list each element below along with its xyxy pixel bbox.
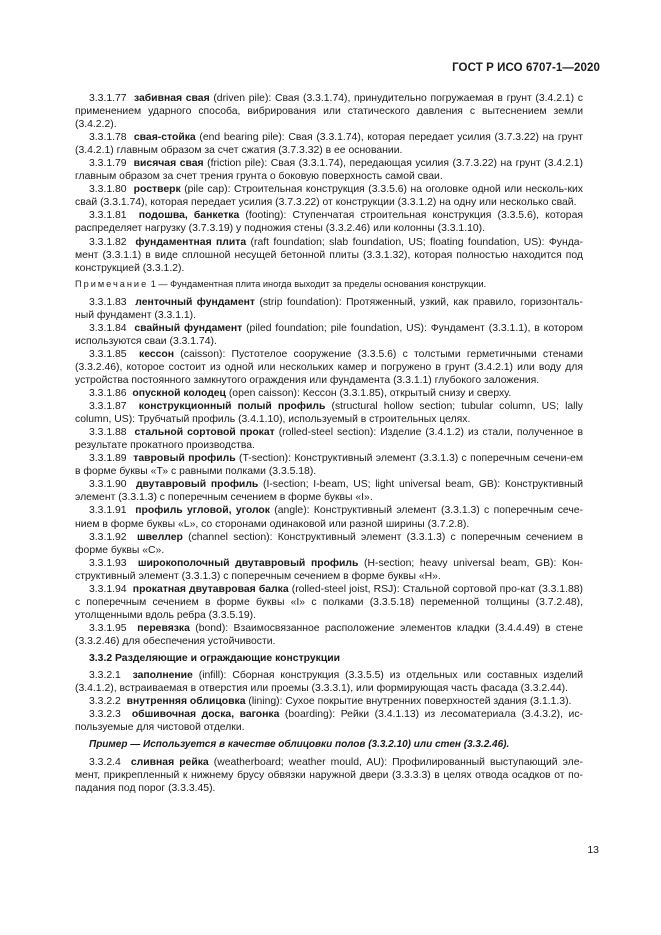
entry-number: 3.3.1.84 bbox=[89, 322, 127, 334]
entry-definition: (pile cap): Строительная конструкция (3.3.5.6) на оголовке одной или несколь-ких свай (3.3.1.74), которая передает усилия (3.7.3.22) от конструкции (3.3.1.2) на одну или несколько свай. bbox=[75, 184, 583, 209]
definition-entry bbox=[75, 622, 583, 648]
entry-number: 3.3.1.91 bbox=[89, 505, 127, 517]
entry-definition: (weatherboard; weather mould, AU): Профилированный выступающий эле-мент, прикрепленный к нижнему брусу обвязки наружной двери (3.3.3.3) в целях отвода осадков от по-падания под порог (3.3.3.45). bbox=[75, 757, 583, 795]
definition-entry bbox=[75, 669, 583, 695]
entry-number: 3.3.1.90 bbox=[89, 479, 127, 491]
entry-term: висячая свая bbox=[133, 158, 204, 170]
entry-number: 3.3.1.80 bbox=[89, 184, 127, 196]
entry-term: ленточный фундамент bbox=[135, 296, 256, 308]
definition-entry bbox=[75, 531, 583, 557]
note-1 bbox=[75, 278, 583, 291]
definition-entry bbox=[75, 426, 583, 452]
entry-definition: (H-section; heavy universal beam, GB): Кон-структивный элемент (3.3.1.3) с поперечным сечением в форме буквы «Н». bbox=[75, 557, 584, 582]
entry-definition: (boarding): Рейки (3.4.1.13) из лесоматериала (3.4.3.2), ис-пользуемые для чистовой отделки. bbox=[75, 709, 583, 734]
entry-term: профиль угловой, уголок bbox=[135, 505, 270, 517]
definition-entry bbox=[75, 296, 583, 322]
entry-number: 3.3.1.85 bbox=[89, 348, 127, 360]
entry-definition: (angle): Конструктивный элемент (3.3.1.3) с поперечным сече-нием в форме буквы «L», со сторонами одинаковой или разной ширины (3.7.2.8). bbox=[75, 505, 584, 530]
definition-entry bbox=[75, 92, 583, 131]
entry-term: тавровый профиль bbox=[133, 453, 236, 465]
entry-term: сливная рейка bbox=[130, 757, 209, 769]
entry-term: конструкционный полый профиль bbox=[138, 401, 326, 413]
entries-group-c bbox=[75, 669, 583, 734]
entry-term: кессон bbox=[139, 348, 175, 360]
entry-definition: (strip foundation): Протяженный, узкий, как правило, горизонталь-ный фундамент (3.3.1.1). bbox=[75, 296, 583, 321]
entry-number: 3.3.1.93 bbox=[89, 557, 127, 569]
entry-definition: (raft foundation; slab foundation, US; floating foundation, US): Фунда-мент (3.3.1.1) в виде сплошной несущей бетонной плиты (3.3.1.32), которая полностью находится под конструкцией (3.3.1.2). bbox=[75, 236, 584, 274]
entry-term: подошва, банкетка bbox=[138, 210, 240, 222]
entry-term: ростверк bbox=[133, 184, 181, 196]
page-number: 13 bbox=[587, 844, 599, 856]
entry-number: 3.3.2.2 bbox=[89, 696, 121, 708]
entry-definition: (I-section; I-beam, US; light universal beam, GB): Конструктивный элемент (3.3.1.3) с поперечным сечением в форме буквы «I». bbox=[75, 479, 583, 504]
entry-definition: (bond): Взаимосвязанное расположение элементов кладки (3.4.4.49) в стене (3.3.2.46) для обеспечения устойчивости. bbox=[75, 622, 583, 647]
entry-definition: (infill): Сборная конструкция (3.3.5.5) из отдельных или составных изделий (3.4.1.2), встраиваемая в отверстия или проемы (3.3.3.1), или формирующая часть фасада (3.3.2.44). bbox=[75, 670, 583, 695]
entry-number: 3.3.1.77 bbox=[89, 93, 127, 104]
entry-number: 3.3.2.1 bbox=[89, 670, 121, 682]
entry-number: 3.3.2.3 bbox=[89, 709, 121, 721]
definition-entry bbox=[75, 400, 583, 426]
entry-number: 3.3.1.88 bbox=[89, 427, 127, 439]
entry-definition: (T-section): Конструктивный элемент (3.3.1.3) с поперечным сечени-ем в форме буквы «Т» с равными полками (3.3.5.18). bbox=[75, 453, 583, 478]
definition-entry bbox=[75, 131, 583, 157]
entry-number: 3.3.1.81 bbox=[89, 210, 127, 222]
entry-definition: (driven pile): Свая (3.3.1.74), принудительно погружаемая в грунт (3.4.2.1) с применением ударного способа, вибрирования или статического давления с вытеснением земли (3.4.2.2). bbox=[75, 93, 583, 131]
entry-definition: (rolled-steel section): Изделие (3.4.1.2) из стали, полученное в результате прокатного производства. bbox=[75, 427, 584, 452]
definition-entry bbox=[75, 708, 583, 734]
entry-definition: (end bearing pile): Свая (3.3.1.74), которая передает усилия (3.7.3.22) на грунт (3.4.2.1) главным образом за счет сжатия (3.7.3.32) в ее основании. bbox=[75, 132, 583, 157]
entry-number: 3.3.1.86 bbox=[89, 388, 127, 400]
entry-definition: (caisson): Пустотелое сооружение (3.3.5.6) с толстыми герметичными стенами (3.3.2.46), которое состоит из одной или нескольких камер и погружено в грунт (3.4.2.1) или воду для устройства постоянного замкнутого ограждения или фундамента (3.3.1.1) глубокого заложения. bbox=[75, 348, 583, 386]
document-body bbox=[75, 92, 583, 795]
entries-group-d bbox=[75, 756, 583, 795]
definition-entry bbox=[75, 695, 583, 708]
entry-term: свая-стойка bbox=[133, 132, 196, 144]
entry-term: швеллер bbox=[137, 531, 183, 543]
definition-entry bbox=[75, 183, 583, 209]
entry-number: 3.3.1.83 bbox=[89, 296, 127, 308]
entry-definition: (open caisson): Кессон (3.3.1.85), открытый снизу и сверху. bbox=[225, 388, 512, 400]
entry-number: 3.3.2.4 bbox=[89, 757, 121, 769]
definition-entry bbox=[75, 348, 583, 387]
entry-term: обшивочная доска, вагонка bbox=[131, 709, 280, 721]
definition-entry bbox=[75, 322, 583, 348]
entry-number: 3.3.1.87 bbox=[89, 401, 127, 413]
entry-term: внутренняя облицовка bbox=[126, 696, 246, 708]
definition-entry bbox=[75, 452, 583, 478]
entry-number: 3.3.1.95 bbox=[89, 622, 127, 634]
definition-entry bbox=[75, 478, 583, 504]
section-heading: 3.3.2 Разделяющие и ограждающие конструкции bbox=[89, 652, 341, 664]
entry-term: перевязка bbox=[137, 622, 190, 634]
document-header: ГОСТ Р ИСО 6707-1—2020 bbox=[452, 62, 600, 74]
entry-number: 3.3.1.92 bbox=[89, 531, 127, 543]
entry-term: прокатная двутавровая балка bbox=[132, 583, 289, 595]
note-label: Примечание bbox=[75, 278, 149, 289]
definition-entry bbox=[75, 236, 583, 275]
entry-definition: (structural hollow section; tubular column, US; lally column, US): Трубчатый профиль (3.4.1.10), используемый в строительных целях. bbox=[75, 401, 583, 426]
entry-term: фундаментная плита bbox=[135, 236, 247, 248]
entry-definition: (footing): Ступенчатая строительная конструкция (3.3.5.6), которая распределяет нагрузку (3.7.3.19) у подножия стены (3.3.2.46) или колонны (3.3.1.10). bbox=[75, 210, 583, 235]
entry-number: 3.3.1.94 bbox=[89, 583, 127, 595]
note-text: 1 — Фундаментная плита иногда выходит за пределы основания конструкции. bbox=[148, 278, 487, 289]
entry-definition: (piled foundation; pile foundation, US): Фундамент (3.3.1.1), в котором используются сваи (3.3.1.74). bbox=[75, 322, 583, 347]
entry-term: опускной колодец bbox=[132, 388, 226, 400]
entry-term: свайный фундамент bbox=[134, 322, 243, 334]
definition-entry bbox=[75, 209, 583, 235]
definition-entry bbox=[75, 756, 583, 795]
definition-entry bbox=[75, 557, 583, 583]
entries-group-b bbox=[75, 296, 583, 648]
entry-number: 3.3.1.89 bbox=[89, 453, 127, 465]
definition-entry bbox=[75, 504, 583, 530]
entry-definition: (channel section): Конструктивный элемент (3.3.1.3) с поперечным сечением в форме буквы «С». bbox=[75, 531, 583, 556]
entry-number: 3.3.1.82 bbox=[89, 236, 127, 248]
entry-definition: (lining): Сухое покрытие внутренних поверхностей здания (3.1.1.3). bbox=[245, 696, 572, 708]
entry-definition: (rolled-steel joist, RSJ): Стальной сортовой про-кат (3.3.1.88) с поперечным сечением в форме буквы «I» с полками (3.3.5.18) переменной толщины (3.7.2.48), утолщенными вдоль ребра (3.3.5.19). bbox=[75, 583, 583, 621]
entry-number: 3.3.1.78 bbox=[89, 132, 127, 144]
entry-definition: (friction pile): Свая (3.3.1.74), передающая усилия (3.7.3.22) на грунт (3.4.2.1) главным образом за счет трения грунта о боковую поверхность самой сваи. bbox=[75, 158, 583, 183]
definition-entry bbox=[75, 387, 583, 400]
entry-term: широкополочный двутавровый профиль bbox=[137, 557, 359, 569]
definition-entry bbox=[75, 157, 583, 183]
entry-term: стальной сортовой прокат bbox=[134, 427, 275, 439]
entry-term: двутавровый профиль bbox=[135, 479, 259, 491]
example-note: Пример — Используется в качестве облицовки полов (3.3.2.10) или стен (3.3.2.46). bbox=[89, 739, 510, 751]
entry-term: заполнение bbox=[132, 670, 193, 682]
definition-entry bbox=[75, 583, 583, 622]
entry-term: забивная свая bbox=[133, 93, 210, 104]
entries-group-a bbox=[75, 92, 583, 275]
entry-number: 3.3.1.79 bbox=[89, 158, 127, 170]
